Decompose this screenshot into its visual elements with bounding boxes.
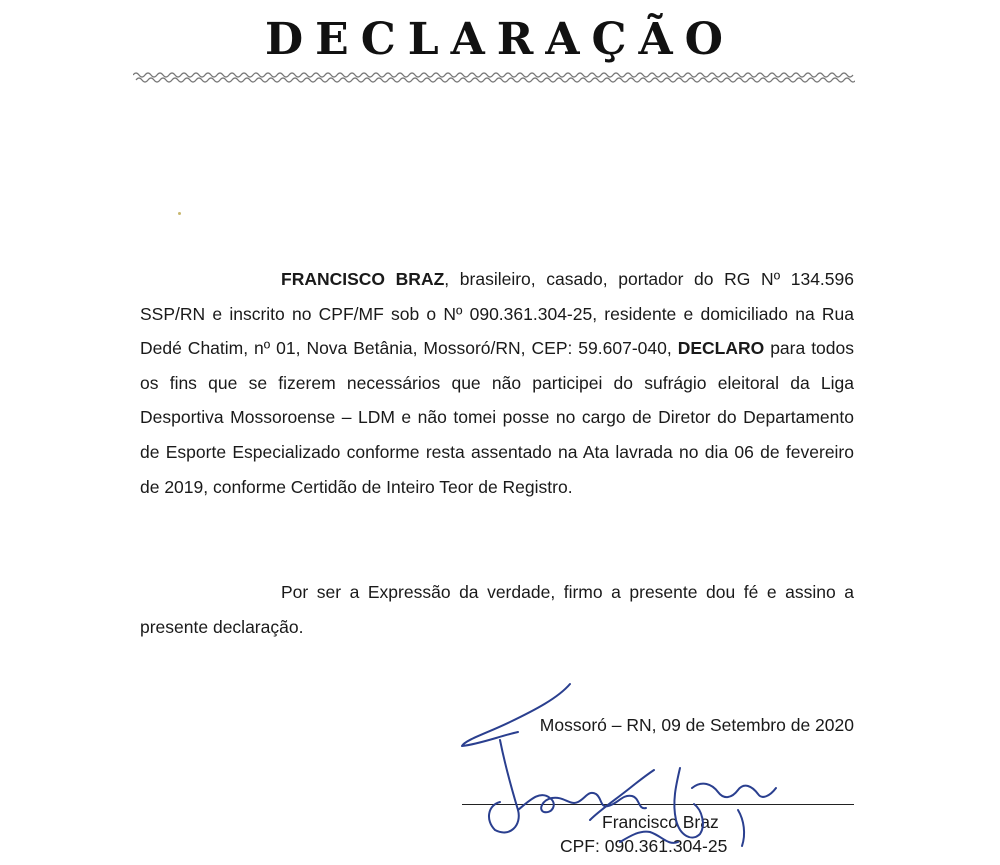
declarant-details: , brasileiro, casado, portador do RG Nº 134.596 SSP/RN e inscrito no CPF/MF sob o Nº 090.361.304-25, residente e domiciliado na Rua Dedé Chatim, nº 01, Nova Betânia, Mossoró/RN, CEP: 59.607-040, [140,269,854,359]
declaro-keyword: DECLARO [677,338,765,359]
signer-cpf: CPF: 090.361.304-25 [560,836,728,856]
signer-name: Francisco Braz [602,812,719,832]
title-wavy-divider [133,70,855,84]
document-title: DECLARAÇÃO [265,14,735,65]
paper-speck [178,212,181,215]
declaration-statement: para todos os fins que se fizerem necessários que não participei do sufrágio eleitoral da Liga Desportiva Mossoroense – LDM e não tomei posse no cargo de Diretor do Departamento de Esporte Especializado conforme resta assentado na Ata lavrada no dia 06 de fevereiro de 2019, conforme Certidão de Inteiro Teor de Registro. [140,338,854,497]
closing-paragraph: Por ser a Expressão da verdade, firmo a presente dou fé e assino a presente declaração. [140,582,854,637]
signature-line [462,804,854,805]
declaration-paragraph [140,262,854,504]
place-and-date: Mossoró – RN, 09 de Setembro de 2020 [539,715,854,735]
declarant-name: FRANCISCO BRAZ [281,269,445,289]
